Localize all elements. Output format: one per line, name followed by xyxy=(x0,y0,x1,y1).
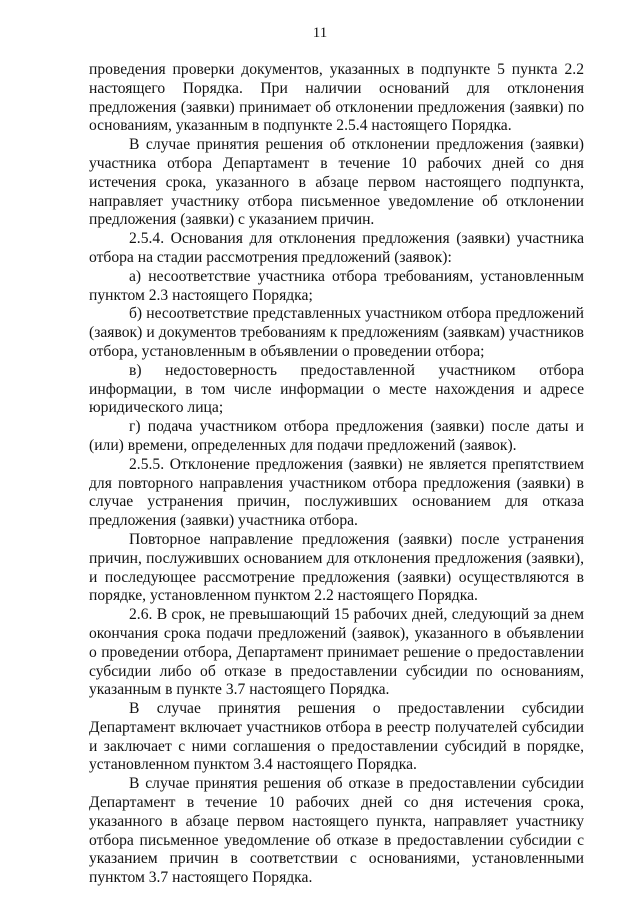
paragraph-2-5-5: 2.5.5. Отклонение предложения (заявки) не является препятствием для повторного направления участником отбора предложения (заявки) в случае устранения причин, послуживших основанием для отказа предложения (заявки) участника отбора. xyxy=(89,455,584,530)
list-item-a: а) несоответствие участника отбора требованиям, установленным пунктом 2.3 настоящего Порядка; xyxy=(89,267,584,304)
paragraph-continuation: проведения проверки документов, указанных в подпункте 5 пункта 2.2 настоящего Порядка. При наличии оснований для отклонения предложения (заявки) принимает об отклонении предложения (заявки) по основаниям, указанным в подпункте 2.5.4 настоящего Порядка. xyxy=(89,61,584,135)
paragraph-2-5-4: 2.5.4. Основания для отклонения предложения (заявки) участника отбора на стадии рассмотрения предложений (заявок): xyxy=(89,230,584,266)
list-item-v: в) недостоверность предоставленной участником отбора информации, в том числе информации о месте нахождения и адресе юридического лица; xyxy=(89,361,584,417)
paragraph-grant-decision: В случае принятия решения о предоставлении субсидии Департамент включает участников отбора в реестр получателей субсидии и заключает с ними соглашения о предоставлении субсидий в порядке, установленном пунктом 3.4 настоящего Порядка. xyxy=(89,700,584,774)
paragraph-resubmission: Повторное направление предложения (заявки) после устранения причин, послуживших основанием для отклонения предложения (заявки), и последующее рассмотрение предложения (заявки) осуществляются в порядке, установленном пунктом 2.2 настоящего Порядка. xyxy=(89,530,584,605)
list-item-g: г) подача участником отбора предложения (заявки) после даты и (или) времени, определенных для подачи предложений (заявок). xyxy=(89,418,584,454)
paragraph-rejection-notice: В случае принятия решения об отклонении предложения (заявки) участника отбора Департамент в течение 10 рабочих дней со дня истечения срока, указанного в абзаце первом настоящего подпункта, направляет участнику отбора письменное уведомление об отклонении предложения (заявки) с указанием причин. xyxy=(89,136,584,229)
page-number: 11 xyxy=(312,25,328,41)
list-item-b: б) несоответствие представленных участником отбора предложений (заявок) и документов требованиям к предложениям (заявкам) участников отбора, установленным в объявлении о проведении отбора; xyxy=(89,305,584,360)
paragraph-2-6: 2.6. В срок, не превышающий 15 рабочих дней, следующий за днем окончания срока подачи предложений (заявок), указанного в объявлении о проведении отбора, Департамент принимает решение о предоставлении субсидии либо об отказе в предоставлении субсидии по основаниям, указанным в пункте 3.7 настоящего Порядка. xyxy=(89,606,584,699)
document-body xyxy=(89,61,584,888)
paragraph-refusal-decision: В случае принятия решения об отказе в предоставлении субсидии Департамент в течение 10 рабочих дней со дня истечения срока, указанного в абзаце первом настоящего пункта, направляет участнику отбора письменное уведомление об отказе в предоставлении субсидии с указанием причин в соответствии с основаниями, установленными пунктом 3.7 настоящего Порядка. xyxy=(89,775,584,887)
